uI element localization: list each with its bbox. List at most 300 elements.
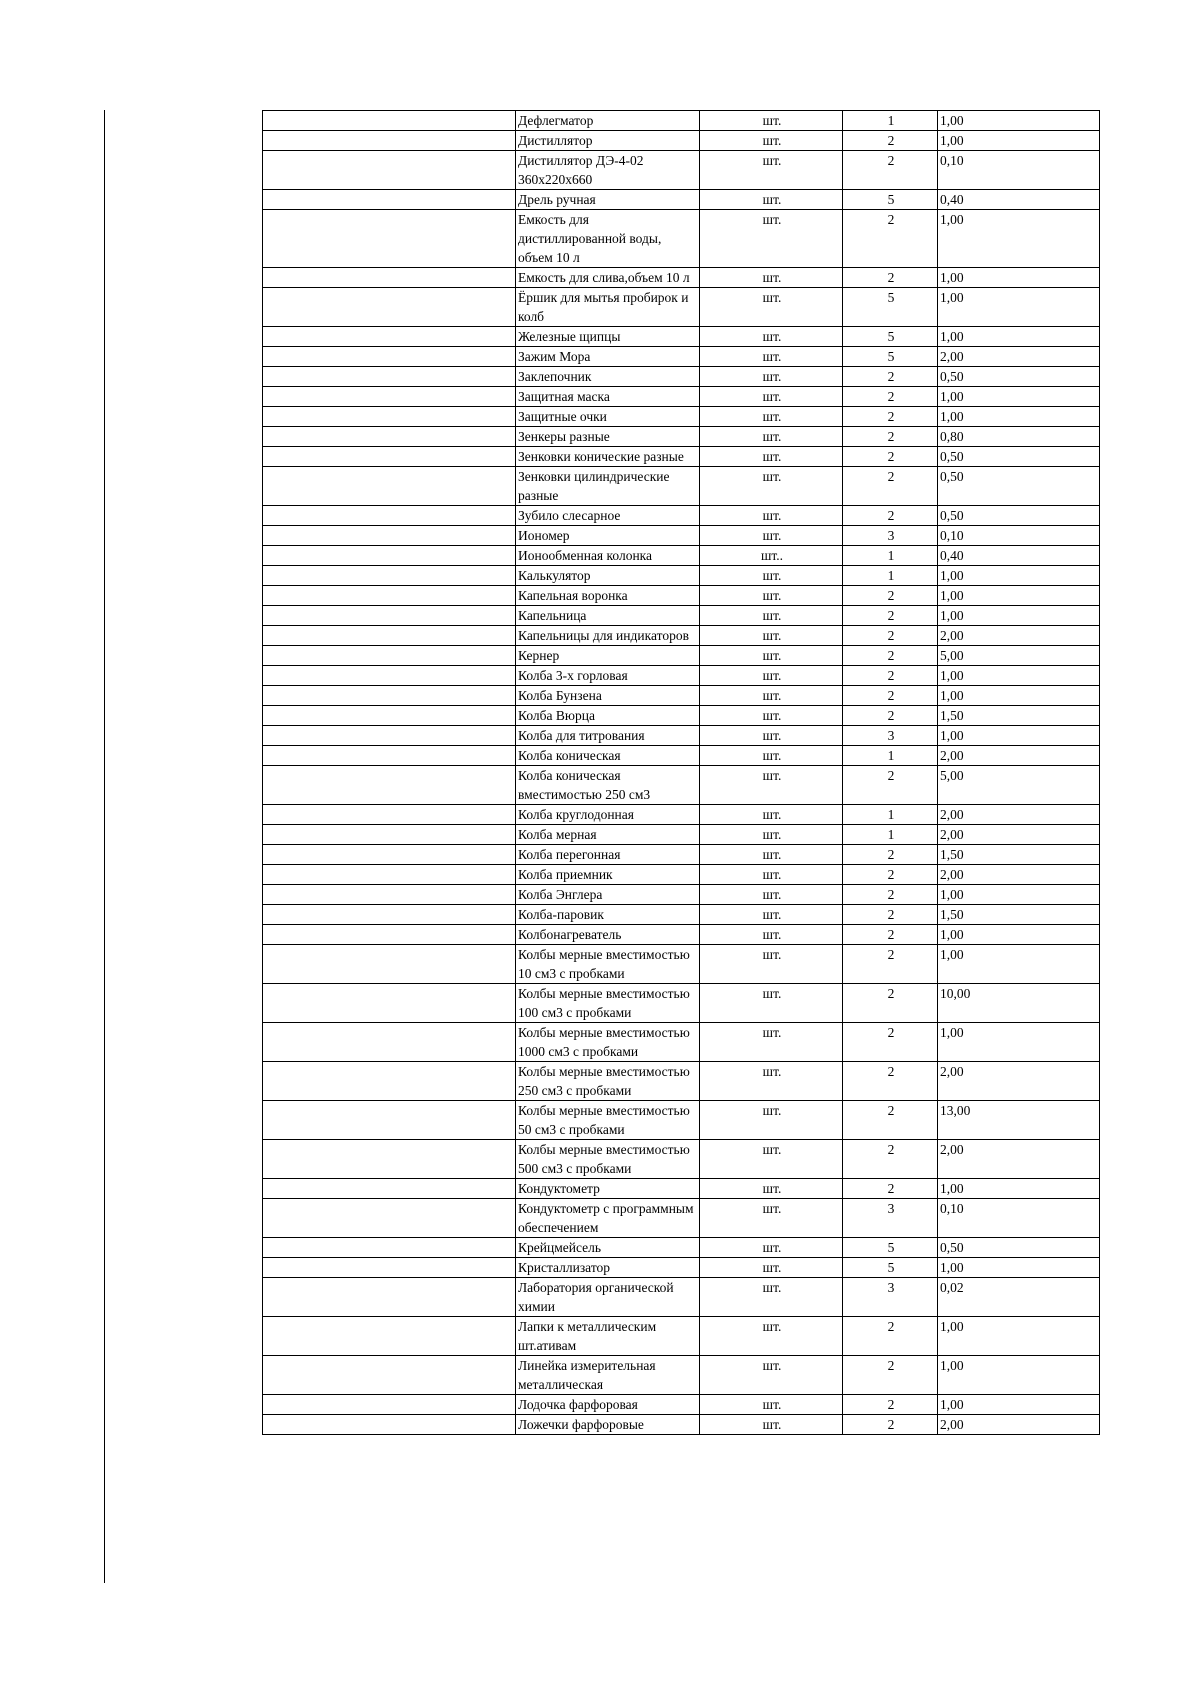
unit-cell: шт. — [700, 1395, 843, 1415]
item-name-cell: Капельная воронка — [516, 586, 700, 606]
table-row — [263, 506, 1100, 526]
value-cell: 1,00 — [938, 1356, 1100, 1395]
quantity-cell: 5 — [843, 288, 938, 327]
value-cell: 2,00 — [938, 746, 1100, 766]
unit-cell: шт. — [700, 367, 843, 387]
value-cell: 1,00 — [938, 268, 1100, 288]
item-name-cell: Колба коническая — [516, 746, 700, 766]
inventory-table — [262, 110, 1100, 1435]
blank-cell — [263, 111, 516, 131]
unit-cell: шт. — [700, 131, 843, 151]
item-name-cell: Емкость для дистиллированной воды, объем 10 л — [516, 210, 700, 268]
value-cell: 2,00 — [938, 1062, 1100, 1101]
value-cell: 1,00 — [938, 1258, 1100, 1278]
item-name-cell: Защитные очки — [516, 407, 700, 427]
item-name-cell: Колбы мерные вместимостью 500 см3 с пробками — [516, 1140, 700, 1179]
quantity-cell: 2 — [843, 1179, 938, 1199]
table-row — [263, 151, 1100, 190]
value-cell: 0,10 — [938, 526, 1100, 546]
value-cell: 0,10 — [938, 151, 1100, 190]
blank-cell — [263, 1199, 516, 1238]
item-name-cell: Колба Бунзена — [516, 686, 700, 706]
item-name-cell: Кристаллизатор — [516, 1258, 700, 1278]
blank-cell — [263, 467, 516, 506]
table-row — [263, 766, 1100, 805]
unit-cell: шт. — [700, 686, 843, 706]
blank-cell — [263, 666, 516, 686]
table-row — [263, 347, 1100, 367]
quantity-cell: 1 — [843, 566, 938, 586]
item-name-cell: Емкость для слива,объем 10 л — [516, 268, 700, 288]
quantity-cell: 2 — [843, 865, 938, 885]
table-row — [263, 1023, 1100, 1062]
table-row — [263, 726, 1100, 746]
table-row — [263, 111, 1100, 131]
unit-cell: шт. — [700, 526, 843, 546]
value-cell: 0,10 — [938, 1199, 1100, 1238]
quantity-cell: 1 — [843, 111, 938, 131]
blank-cell — [263, 1356, 516, 1395]
table-row — [263, 427, 1100, 447]
blank-cell — [263, 1101, 516, 1140]
item-name-cell: Колба перегонная — [516, 845, 700, 865]
item-name-cell: Капельница — [516, 606, 700, 626]
table-row — [263, 1258, 1100, 1278]
unit-cell: шт. — [700, 327, 843, 347]
table-row — [263, 367, 1100, 387]
quantity-cell: 5 — [843, 190, 938, 210]
quantity-cell: 2 — [843, 387, 938, 407]
unit-cell: шт. — [700, 1023, 843, 1062]
table-row — [263, 746, 1100, 766]
table-row — [263, 387, 1100, 407]
quantity-cell: 2 — [843, 905, 938, 925]
quantity-cell: 2 — [843, 1356, 938, 1395]
item-name-cell: Заклепочник — [516, 367, 700, 387]
unit-cell: шт. — [700, 945, 843, 984]
blank-cell — [263, 945, 516, 984]
value-cell: 1,00 — [938, 387, 1100, 407]
table-row — [263, 190, 1100, 210]
unit-cell: шт. — [700, 1179, 843, 1199]
blank-cell — [263, 905, 516, 925]
unit-cell: шт. — [700, 1278, 843, 1317]
value-cell: 2,00 — [938, 1140, 1100, 1179]
blank-cell — [263, 1415, 516, 1435]
quantity-cell: 2 — [843, 845, 938, 865]
blank-cell — [263, 546, 516, 566]
item-name-cell: Колба Энглера — [516, 885, 700, 905]
unit-cell: шт. — [700, 626, 843, 646]
unit-cell: шт. — [700, 845, 843, 865]
value-cell: 1,00 — [938, 686, 1100, 706]
blank-cell — [263, 131, 516, 151]
table-row — [263, 1238, 1100, 1258]
value-cell: 2,00 — [938, 805, 1100, 825]
value-cell: 1,00 — [938, 1395, 1100, 1415]
quantity-cell: 3 — [843, 726, 938, 746]
blank-cell — [263, 566, 516, 586]
blank-cell — [263, 1278, 516, 1317]
value-cell: 0,50 — [938, 506, 1100, 526]
item-name-cell: Капельницы для индикаторов — [516, 626, 700, 646]
table-row — [263, 526, 1100, 546]
page-margin-line — [104, 110, 105, 1583]
item-name-cell: Зенкеры разные — [516, 427, 700, 447]
value-cell: 1,00 — [938, 131, 1100, 151]
quantity-cell: 1 — [843, 825, 938, 845]
quantity-cell: 2 — [843, 646, 938, 666]
quantity-cell: 2 — [843, 666, 938, 686]
unit-cell: шт. — [700, 925, 843, 945]
unit-cell: шт. — [700, 151, 843, 190]
item-name-cell: Дистиллятор — [516, 131, 700, 151]
blank-cell — [263, 885, 516, 905]
unit-cell: шт. — [700, 566, 843, 586]
unit-cell: шт. — [700, 447, 843, 467]
value-cell: 2,00 — [938, 825, 1100, 845]
quantity-cell: 2 — [843, 1023, 938, 1062]
item-name-cell: Линейка измерительная металлическая — [516, 1356, 700, 1395]
item-name-cell: Дефлегматор — [516, 111, 700, 131]
quantity-cell: 2 — [843, 467, 938, 506]
blank-cell — [263, 746, 516, 766]
item-name-cell: Иономер — [516, 526, 700, 546]
table-row — [263, 706, 1100, 726]
blank-cell — [263, 407, 516, 427]
table-row — [263, 626, 1100, 646]
quantity-cell: 2 — [843, 151, 938, 190]
item-name-cell: Зажим Мора — [516, 347, 700, 367]
blank-cell — [263, 288, 516, 327]
item-name-cell: Крейцмейсель — [516, 1238, 700, 1258]
table-row — [263, 905, 1100, 925]
table-row — [263, 467, 1100, 506]
item-name-cell: Колбы мерные вместимостью 50 см3 с пробками — [516, 1101, 700, 1140]
item-name-cell: Защитная маска — [516, 387, 700, 407]
quantity-cell: 2 — [843, 427, 938, 447]
unit-cell: шт. — [700, 288, 843, 327]
value-cell: 1,00 — [938, 210, 1100, 268]
item-name-cell: Железные щипцы — [516, 327, 700, 347]
quantity-cell: 2 — [843, 1101, 938, 1140]
value-cell: 1,00 — [938, 288, 1100, 327]
item-name-cell: Колба Вюрца — [516, 706, 700, 726]
value-cell: 1,00 — [938, 566, 1100, 586]
item-name-cell: Колба приемник — [516, 865, 700, 885]
unit-cell: шт. — [700, 666, 843, 686]
value-cell: 1,00 — [938, 726, 1100, 746]
value-cell: 13,00 — [938, 1101, 1100, 1140]
quantity-cell: 1 — [843, 546, 938, 566]
quantity-cell: 2 — [843, 447, 938, 467]
item-name-cell: Колба 3-х горловая — [516, 666, 700, 686]
blank-cell — [263, 427, 516, 447]
table-row — [263, 1062, 1100, 1101]
unit-cell: шт. — [700, 1258, 843, 1278]
value-cell: 1,50 — [938, 845, 1100, 865]
blank-cell — [263, 1395, 516, 1415]
unit-cell: шт. — [700, 606, 843, 626]
item-name-cell: Дрель ручная — [516, 190, 700, 210]
unit-cell: шт. — [700, 387, 843, 407]
quantity-cell: 5 — [843, 347, 938, 367]
quantity-cell: 2 — [843, 586, 938, 606]
unit-cell: шт. — [700, 646, 843, 666]
value-cell: 1,50 — [938, 706, 1100, 726]
unit-cell: шт. — [700, 467, 843, 506]
table-row — [263, 1140, 1100, 1179]
unit-cell: шт. — [700, 347, 843, 367]
table-row — [263, 606, 1100, 626]
value-cell: 1,00 — [938, 1023, 1100, 1062]
table-row — [263, 945, 1100, 984]
unit-cell: шт. — [700, 190, 843, 210]
value-cell: 2,00 — [938, 1415, 1100, 1435]
value-cell: 0,50 — [938, 447, 1100, 467]
item-name-cell: Дистиллятор ДЭ-4-02 360х220х660 — [516, 151, 700, 190]
value-cell: 0,50 — [938, 467, 1100, 506]
blank-cell — [263, 686, 516, 706]
item-name-cell: Колба мерная — [516, 825, 700, 845]
table-row — [263, 646, 1100, 666]
unit-cell: шт. — [700, 1415, 843, 1435]
blank-cell — [263, 387, 516, 407]
unit-cell: шт. — [700, 427, 843, 447]
quantity-cell: 3 — [843, 1278, 938, 1317]
table-row — [263, 407, 1100, 427]
quantity-cell: 2 — [843, 268, 938, 288]
value-cell: 0,02 — [938, 1278, 1100, 1317]
item-name-cell: Колбы мерные вместимостью 250 см3 с пробками — [516, 1062, 700, 1101]
blank-cell — [263, 506, 516, 526]
item-name-cell: Ложечки фарфоровые — [516, 1415, 700, 1435]
table-row — [263, 805, 1100, 825]
quantity-cell: 2 — [843, 925, 938, 945]
blank-cell — [263, 865, 516, 885]
table-row — [263, 984, 1100, 1023]
blank-cell — [263, 327, 516, 347]
blank-cell — [263, 825, 516, 845]
item-name-cell: Зенковки цилиндрические разные — [516, 467, 700, 506]
quantity-cell: 2 — [843, 984, 938, 1023]
value-cell: 1,00 — [938, 606, 1100, 626]
value-cell: 1,00 — [938, 111, 1100, 131]
quantity-cell: 2 — [843, 1062, 938, 1101]
item-name-cell: Ионообменная колонка — [516, 546, 700, 566]
unit-cell: шт. — [700, 766, 843, 805]
blank-cell — [263, 984, 516, 1023]
table-row — [263, 288, 1100, 327]
blank-cell — [263, 190, 516, 210]
value-cell: 1,00 — [938, 666, 1100, 686]
table-row — [263, 210, 1100, 268]
value-cell: 1,00 — [938, 327, 1100, 347]
unit-cell: шт. — [700, 1101, 843, 1140]
unit-cell: шт. — [700, 407, 843, 427]
quantity-cell: 5 — [843, 327, 938, 347]
item-name-cell: Колбы мерные вместимостью 1000 см3 с пробками — [516, 1023, 700, 1062]
blank-cell — [263, 646, 516, 666]
table-row — [263, 566, 1100, 586]
unit-cell: шт. — [700, 885, 843, 905]
item-name-cell: Колба коническая вместимостью 250 см3 — [516, 766, 700, 805]
blank-cell — [263, 367, 516, 387]
blank-cell — [263, 151, 516, 190]
quantity-cell: 2 — [843, 131, 938, 151]
quantity-cell: 5 — [843, 1258, 938, 1278]
table-row — [263, 1179, 1100, 1199]
unit-cell: шт. — [700, 268, 843, 288]
table-row — [263, 1199, 1100, 1238]
quantity-cell: 2 — [843, 1395, 938, 1415]
item-name-cell: Колба для титрования — [516, 726, 700, 746]
table-row — [263, 131, 1100, 151]
blank-cell — [263, 586, 516, 606]
value-cell: 1,00 — [938, 407, 1100, 427]
quantity-cell: 2 — [843, 367, 938, 387]
value-cell: 2,00 — [938, 865, 1100, 885]
table-row — [263, 1317, 1100, 1356]
quantity-cell: 2 — [843, 885, 938, 905]
value-cell: 5,00 — [938, 646, 1100, 666]
unit-cell: шт. — [700, 1317, 843, 1356]
unit-cell: шт. — [700, 1356, 843, 1395]
unit-cell: шт.. — [700, 546, 843, 566]
quantity-cell: 2 — [843, 686, 938, 706]
quantity-cell: 1 — [843, 746, 938, 766]
unit-cell: шт. — [700, 865, 843, 885]
quantity-cell: 2 — [843, 766, 938, 805]
item-name-cell: Лапки к металлическим шт.ативам — [516, 1317, 700, 1356]
value-cell: 1,00 — [938, 586, 1100, 606]
blank-cell — [263, 1062, 516, 1101]
value-cell: 0,80 — [938, 427, 1100, 447]
item-name-cell: Колбы мерные вместимостью 10 см3 с пробками — [516, 945, 700, 984]
value-cell: 0,40 — [938, 190, 1100, 210]
quantity-cell: 2 — [843, 706, 938, 726]
blank-cell — [263, 1238, 516, 1258]
value-cell: 5,00 — [938, 766, 1100, 805]
item-name-cell: Ёршик для мытья пробирок и колб — [516, 288, 700, 327]
item-name-cell: Колба круглодонная — [516, 805, 700, 825]
value-cell: 1,00 — [938, 885, 1100, 905]
table-row — [263, 327, 1100, 347]
quantity-cell: 5 — [843, 1238, 938, 1258]
value-cell: 1,00 — [938, 1317, 1100, 1356]
value-cell: 2,00 — [938, 626, 1100, 646]
blank-cell — [263, 1317, 516, 1356]
quantity-cell: 2 — [843, 1140, 938, 1179]
blank-cell — [263, 706, 516, 726]
table-row — [263, 865, 1100, 885]
item-name-cell: Калькулятор — [516, 566, 700, 586]
item-name-cell: Кондуктометр — [516, 1179, 700, 1199]
item-name-cell: Колбонагреватель — [516, 925, 700, 945]
table-row — [263, 825, 1100, 845]
quantity-cell: 3 — [843, 526, 938, 546]
blank-cell — [263, 726, 516, 746]
blank-cell — [263, 526, 516, 546]
blank-cell — [263, 766, 516, 805]
item-name-cell: Кондуктометр с программным обеспечением — [516, 1199, 700, 1238]
table-row — [263, 447, 1100, 467]
table-row — [263, 686, 1100, 706]
quantity-cell: 2 — [843, 210, 938, 268]
table-row — [263, 1356, 1100, 1395]
unit-cell: шт. — [700, 1199, 843, 1238]
unit-cell: шт. — [700, 586, 843, 606]
table-row — [263, 925, 1100, 945]
quantity-cell: 2 — [843, 1415, 938, 1435]
table-row — [263, 845, 1100, 865]
item-name-cell: Зенковки конические разные — [516, 447, 700, 467]
quantity-cell: 2 — [843, 506, 938, 526]
unit-cell: шт. — [700, 210, 843, 268]
item-name-cell: Колбы мерные вместимостью 100 см3 с пробками — [516, 984, 700, 1023]
blank-cell — [263, 210, 516, 268]
unit-cell: шт. — [700, 825, 843, 845]
blank-cell — [263, 1140, 516, 1179]
value-cell: 0,50 — [938, 367, 1100, 387]
value-cell: 0,40 — [938, 546, 1100, 566]
quantity-cell: 2 — [843, 945, 938, 984]
unit-cell: шт. — [700, 506, 843, 526]
blank-cell — [263, 606, 516, 626]
blank-cell — [263, 805, 516, 825]
quantity-cell: 2 — [843, 626, 938, 646]
blank-cell — [263, 347, 516, 367]
value-cell: 2,00 — [938, 347, 1100, 367]
unit-cell: шт. — [700, 706, 843, 726]
value-cell: 1,00 — [938, 945, 1100, 984]
blank-cell — [263, 1023, 516, 1062]
unit-cell: шт. — [700, 905, 843, 925]
blank-cell — [263, 925, 516, 945]
value-cell: 1,00 — [938, 1179, 1100, 1199]
item-name-cell: Лаборатория органической химии — [516, 1278, 700, 1317]
unit-cell: шт. — [700, 805, 843, 825]
table-row — [263, 268, 1100, 288]
table-row — [263, 586, 1100, 606]
unit-cell: шт. — [700, 984, 843, 1023]
item-name-cell: Зубило слесарное — [516, 506, 700, 526]
table-row — [263, 1278, 1100, 1317]
blank-cell — [263, 268, 516, 288]
table-row — [263, 1101, 1100, 1140]
quantity-cell: 1 — [843, 805, 938, 825]
value-cell: 0,50 — [938, 1238, 1100, 1258]
value-cell: 1,50 — [938, 905, 1100, 925]
unit-cell: шт. — [700, 111, 843, 131]
table-row — [263, 1415, 1100, 1435]
quantity-cell: 2 — [843, 407, 938, 427]
table-row — [263, 666, 1100, 686]
blank-cell — [263, 845, 516, 865]
item-name-cell: Кернер — [516, 646, 700, 666]
item-name-cell: Лодочка фарфоровая — [516, 1395, 700, 1415]
blank-cell — [263, 1258, 516, 1278]
quantity-cell: 3 — [843, 1199, 938, 1238]
unit-cell: шт. — [700, 726, 843, 746]
unit-cell: шт. — [700, 746, 843, 766]
blank-cell — [263, 1179, 516, 1199]
quantity-cell: 2 — [843, 1317, 938, 1356]
unit-cell: шт. — [700, 1062, 843, 1101]
item-name-cell: Колба-паровик — [516, 905, 700, 925]
value-cell: 10,00 — [938, 984, 1100, 1023]
table-row — [263, 885, 1100, 905]
